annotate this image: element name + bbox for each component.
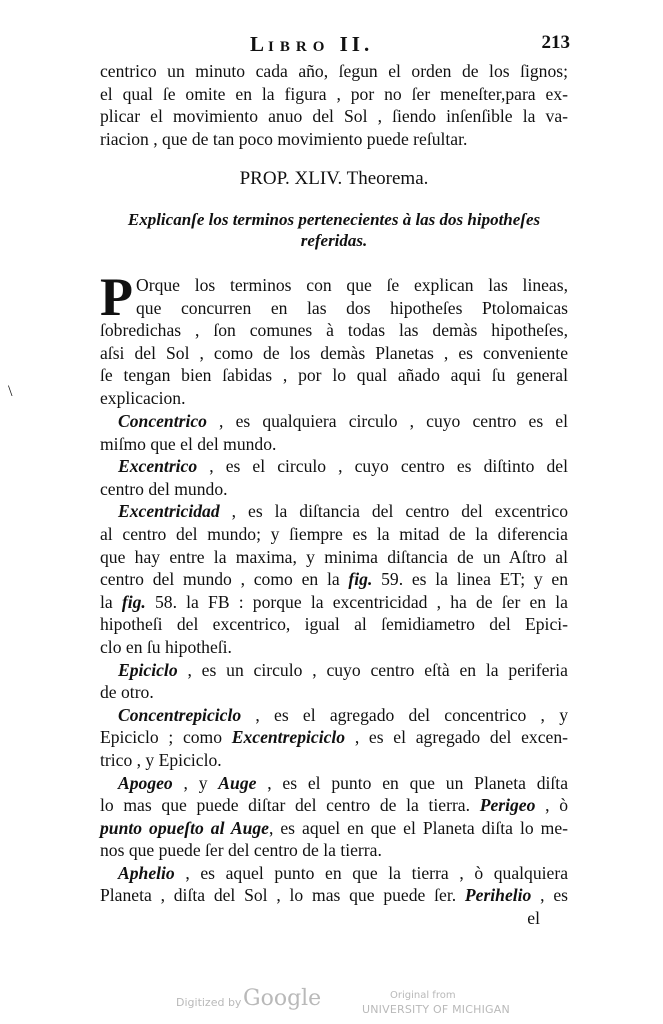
text-span: 59. es la linea ET; y en bbox=[372, 569, 568, 590]
text-line: ſobredichas , ſon comunes à todas las demàs hipotheſes, bbox=[100, 320, 568, 341]
text-span: , ò bbox=[535, 795, 568, 816]
text-line: Orque los terminos con que ſe explican las lineas, bbox=[136, 275, 568, 295]
term: Aphelio bbox=[118, 862, 175, 883]
text-line: explicacion. bbox=[100, 387, 186, 408]
term: Excentrepiciclo bbox=[231, 727, 346, 748]
term: Excentricidad bbox=[118, 501, 220, 522]
subtitle-line: referidas. bbox=[300, 231, 368, 250]
running-title-cap: L bbox=[250, 32, 269, 56]
text-line: nos que puede ſer del centro de la tierra. bbox=[100, 840, 382, 861]
term: punto opueſto al Auge bbox=[100, 817, 269, 838]
university-label: UNIVERSITY OF MICHIGAN bbox=[362, 1003, 510, 1016]
term: Apogeo bbox=[118, 772, 173, 793]
top-paragraph bbox=[100, 60, 568, 150]
drop-cap: P bbox=[100, 267, 133, 327]
text-line bbox=[100, 726, 568, 749]
running-title-number: II. bbox=[339, 32, 374, 56]
fig-ref: fig. bbox=[348, 569, 373, 590]
text-span: lo mas que puede diſtar del centro de la tierra. bbox=[100, 795, 480, 816]
term: Perigeo bbox=[479, 795, 536, 816]
term: Concentrepiciclo bbox=[118, 704, 242, 725]
digitized-by-label: Digitized by bbox=[176, 996, 242, 1009]
definition-text: , es qualquiera circulo , cuyo centro es el bbox=[206, 411, 568, 431]
text-line: ſe tengan bien ſabidas , por lo qual añado aqui ſu general bbox=[100, 365, 568, 386]
margin-mark: \ bbox=[8, 383, 13, 400]
text-line: al centro del mundo; y ſiempre es la mitad de la diferencia bbox=[100, 523, 568, 544]
definition-epiciclo bbox=[100, 659, 568, 682]
text-line: centrico un minuto cada año, ſegun el orden de los ſignos; bbox=[100, 61, 568, 81]
text-line: clo en ſu hipotheſi. bbox=[100, 636, 232, 657]
definition-text: , es el circulo , cuyo centro es diſtinto del bbox=[197, 456, 568, 477]
definition-excentricidad bbox=[100, 500, 568, 523]
running-title-rest: IBRO bbox=[268, 39, 331, 55]
text-line: el qual ſe omite en la figura , por no ſer meneſter,para ex- bbox=[100, 83, 568, 104]
text-line: que hay entre la maxima, y minima diſtancia de un Aſtro al bbox=[100, 546, 568, 567]
text-span: la bbox=[100, 591, 122, 612]
definition-concentrico bbox=[100, 410, 568, 433]
proposition-subtitle bbox=[84, 209, 584, 251]
fig-ref: fig. bbox=[121, 591, 146, 612]
text-line bbox=[100, 794, 568, 817]
proposition-title: PROP. XLIV. Theorema. bbox=[239, 168, 429, 189]
text-span: , es el agregado del excen- bbox=[345, 727, 568, 748]
text-line: hipotheſi del excentrico, igual al ſemidiametro del Epici- bbox=[100, 614, 568, 635]
definition-excentrico bbox=[100, 455, 568, 478]
scan-watermark bbox=[0, 986, 663, 1020]
text-span: , es el punto en que un Planeta diſta bbox=[256, 772, 568, 793]
text-span: Epiciclo ; como bbox=[100, 727, 232, 748]
definition-concentrepiciclo bbox=[100, 704, 568, 727]
term: Excentrico bbox=[118, 456, 198, 477]
text-line: plicar el movimiento anuo del Sol , ſiendo inſenſible la va- bbox=[100, 106, 568, 127]
text-line bbox=[100, 884, 568, 907]
term: Perihelio bbox=[464, 885, 532, 906]
text-span: , es aquel en que el Planeta diſta lo me- bbox=[268, 817, 568, 838]
intro-paragraph bbox=[100, 274, 568, 410]
text-span: 58. la FB : porque la excentricidad , ha de ſer en la bbox=[145, 591, 568, 612]
text-span: , y bbox=[172, 772, 219, 793]
running-title bbox=[250, 32, 373, 57]
term: Epiciclo bbox=[118, 659, 178, 680]
definition-aphelio bbox=[100, 862, 568, 885]
definition-text: , es la diſtancia del centro del excentrico bbox=[219, 501, 568, 522]
definition-text: , es un circulo , cuyo centro eſtà en la periferia bbox=[177, 659, 568, 680]
text-line bbox=[100, 817, 568, 840]
text-span: Planeta , diſta del Sol , lo mas que puede ſer. bbox=[100, 885, 465, 906]
definition-text: , es aquel punto en que la tierra , ò qualquiera bbox=[174, 862, 568, 883]
text-line: miſmo que el del mundo. bbox=[100, 433, 277, 454]
running-head bbox=[100, 32, 570, 58]
definition-text: , es el agregado del concentrico , y bbox=[241, 704, 568, 725]
text-line: de otro. bbox=[100, 682, 154, 703]
page-number: 213 bbox=[541, 32, 570, 53]
definitions bbox=[100, 410, 568, 930]
definition-apogeo bbox=[100, 772, 568, 795]
text-line: aſsi del Sol , como de los demàs Planetas , es conveniente bbox=[100, 342, 568, 363]
term: Auge bbox=[218, 772, 257, 793]
text-line bbox=[100, 591, 568, 614]
subtitle-line: Explicanſe los terminos pertenecientes à las dos hipotheſes bbox=[127, 210, 541, 229]
text-line: centro del mundo. bbox=[100, 478, 228, 499]
original-from-label: Original from bbox=[390, 990, 456, 1001]
catchword: el bbox=[527, 908, 540, 929]
text-span: , es bbox=[531, 885, 568, 906]
text-line bbox=[100, 568, 568, 591]
text-line: riacion , que de tan poco movimiento puede reſultar. bbox=[100, 128, 468, 149]
text-line: que concurren en las dos hipotheſes Ptolomaicas bbox=[136, 297, 568, 318]
text-line: trico , y Epiciclo. bbox=[100, 749, 222, 770]
term: Concentrico bbox=[118, 411, 207, 431]
google-logo: Google bbox=[243, 986, 322, 1011]
text-span: centro del mundo , como en la bbox=[100, 569, 349, 590]
